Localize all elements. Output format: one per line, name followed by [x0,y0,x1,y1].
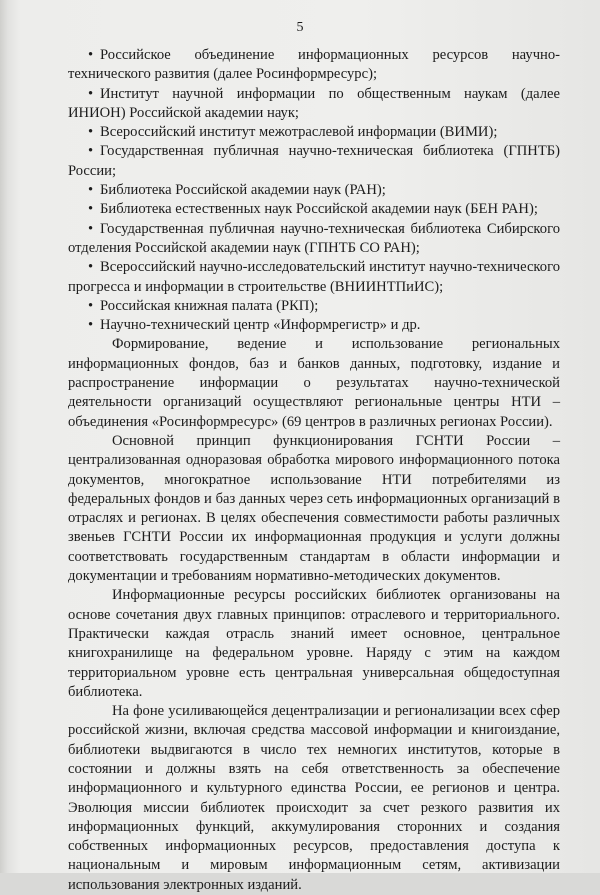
list-item-text: Российская книжная палата (РКП); [100,297,319,314]
bullet-icon: • [88,47,94,63]
list-item [68,220,560,259]
list-item-text: Научно-технический центр «Информрегистр» и др. [100,317,421,334]
paragraph-library-mission: На фоне усиливающейся децентрализации и регионализации всех сфер российской жизни, включая средства массовой информации и книгоиздание, библиотеки выдвигаются в число тех немногих институтов, которые в состоянии и должны взять на себя ответственность за обеспечение информационного и культурного единства России, ее регионов и центра. Эволюция миссии библиотек происходит за счет резкого развития их информационных функций, аккумулирования сторонних и создания собственных информационных ресурсов, предоставления доступа к национальным и мировым информационным сетям, активизации использования электронных изданий. [68,703,560,893]
list-item [68,85,560,124]
page-number: 5 [296,20,304,35]
list-item [68,46,560,85]
list-item-text: Институт научной информации по общественным наукам (далее ИНИОН) Российской академии наук; [68,85,560,121]
list-item-text: Российское объединение информационных ресурсов научно-технического развития (далее Росинформресурс); [68,47,560,83]
paragraph-gsnti-principle: Основной принцип функционирования ГСНТИ России – централизованная одноразовая обработка мирового информационного потока документов, многократное использование НТИ потребителями из федеральных фондов и баз данных через сеть информационных организаций в отраслях и регионах. В целях обеспечения совместимости работы различных звеньев ГСНТИ России их информационная продукция и услуги должны соответствовать государственным стандартам в области информации и документации и требованиям нормативно-методических документов. [68,432,560,585]
list-item [68,200,560,219]
list-item [68,123,560,142]
page-content [68,46,560,895]
list-item [68,181,560,200]
bullet-icon: • [88,85,94,102]
bullet-icon: • [88,297,94,314]
paragraph-library-resources: Информационные ресурсы российских библиотек организованы на основе сочетания двух главных принципов: отраслевого и территориального. Практически каждая отрасль знаний имеет основное, центральное книгохранилище на федеральном уровне. Наряду с этим на каждом территориальном уровне есть центральная универсальная общедоступная библиотека. [68,587,560,700]
list-item [68,258,560,297]
list-item-text: Всероссийский институт межотраслевой информации (ВИМИ); [100,124,498,141]
bullet-icon: • [88,317,94,334]
bullet-icon: • [88,124,94,141]
list-item-text: Библиотека Российской академии наук (РАН); [100,182,386,199]
paragraph-regional-centers: Формирование, ведение и использование региональных информационных фондов, баз и банков данных, подготовку, издание и распространение информации о результатах научно-технической деятельности организаций осуществляют региональные центры НТИ – объединения «Росинформресурс» (69 центров в различных регионах России). [68,336,560,430]
bullet-icon: • [88,143,94,160]
bullet-icon: • [88,220,94,237]
list-item [68,316,560,335]
list-item-text: Всероссийский научно-исследовательский институт научно-технического прогресса и информации в строительстве (ВНИИНТПиИС); [68,259,560,295]
list-item-text: Библиотека естественных наук Российской академии наук (БЕН РАН); [100,201,538,218]
list-item-text: Государственная публичная научно-техническая библиотека (ГПНТБ) России; [68,143,560,179]
list-item-text: Государственная публичная научно-техническая библиотека Сибирского отделения Российской академии наук (ГПНТБ СО РАН); [68,220,560,256]
list-item [68,297,560,316]
institution-list [68,46,560,335]
bullet-icon: • [88,259,94,276]
list-item [68,142,560,181]
bullet-icon: • [88,182,94,199]
bullet-icon: • [88,201,94,218]
